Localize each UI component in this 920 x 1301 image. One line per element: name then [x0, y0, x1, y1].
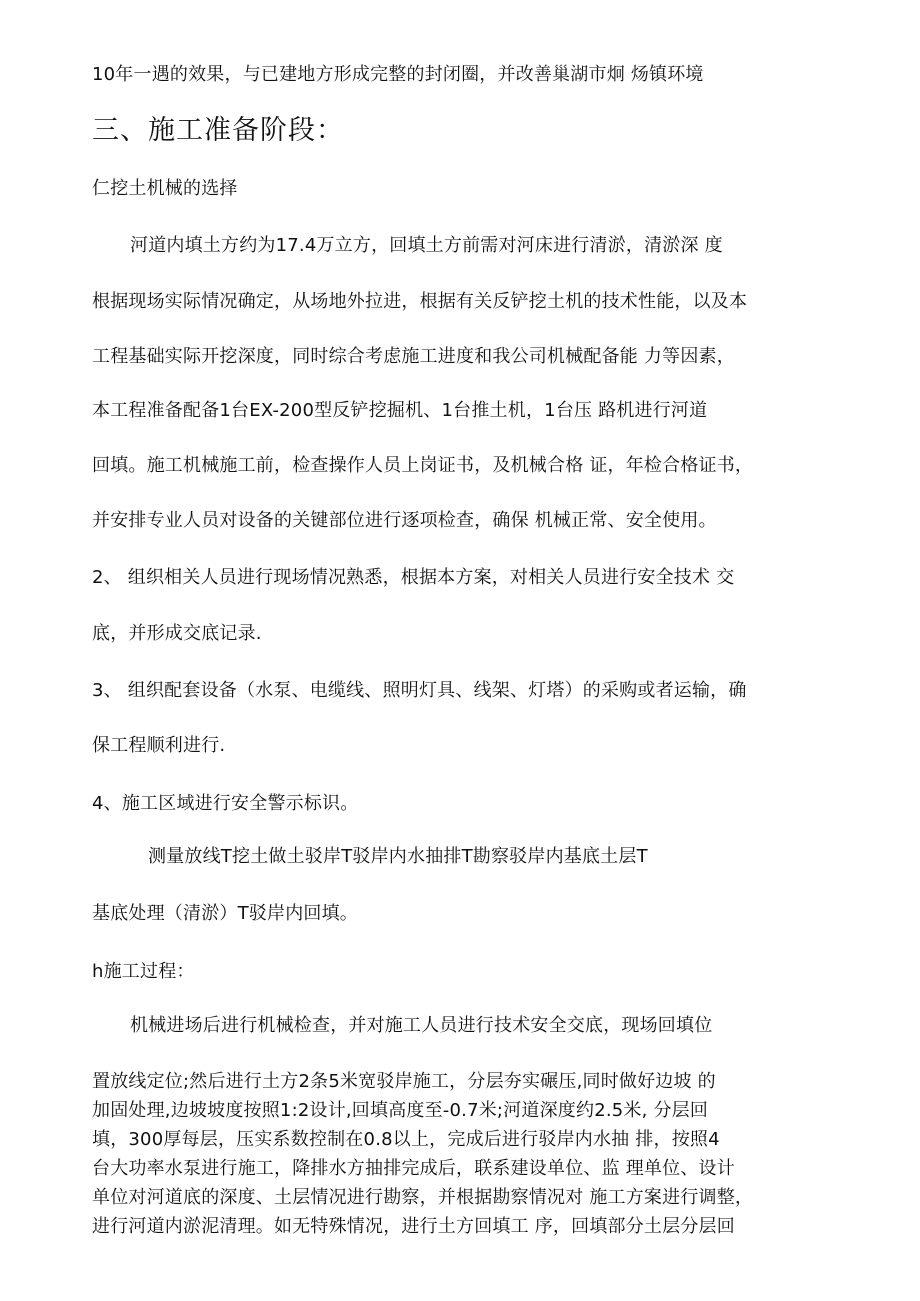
process-flow-line: 测量放线T挖土做土驳岸T驳岸内水抽排T勘察驳岸内基底土层T	[148, 846, 648, 867]
paragraph-line: 保工程顺利进行.	[92, 735, 226, 756]
process-flow-line: 基底处理（清淤）T驳岸内回填。	[92, 903, 358, 924]
paragraph-line: 并安排专业人员对设备的关键部位进行逐项检查，确保 机械正常、安全使用。	[92, 510, 717, 531]
paragraph-line: 单位对河道底的深度、土层情况进行勘察，并根据勘察情况对 施工方案进行调整，	[92, 1187, 754, 1208]
paragraph-line: 河道内填土方约为17.4万立方，回填土方前需对河床进行清淤，清淤深 度	[130, 235, 723, 256]
paragraph-line: 台大功率水泵进行施工，降排水方抽排完成后，联系建设单位、监 理单位、设计	[92, 1158, 735, 1179]
paragraph-line: 底，并形成交底记录.	[92, 623, 262, 644]
paragraph-line: 填，300厚每层，压实系数控制在0.8以上，完成后进行驳岸内水抽 排，按照4	[92, 1129, 720, 1150]
list-item: 3、 组织配套设备（水泵、电缆线、照明灯具、线架、灯塔）的采购或者运输，确	[92, 680, 747, 701]
paragraph-line: 置放线定位;然后进行土方2条5米宽驳岸施工，分层夯实碾压,同时做好边坡 的	[92, 1071, 716, 1092]
paragraph-line: 本工程准备配备1台EX-200型反铲挖掘机、1台推土机，1台压 路机进行河道	[92, 400, 708, 421]
text-line: 10年一遇的效果，与已建地方形成完整的封闭圈，并改善巢湖市炯 炀镇环境	[92, 64, 704, 85]
paragraph-line: 工程基础实际开挖深度，同时综合考虑施工进度和我公司机械配备能 力等因素，	[92, 346, 735, 367]
paragraph-line: 根据现场实际情况确定，从场地外拉进，根据有关反铲挖土机的技术性能，以及本	[92, 291, 748, 312]
list-item: 4、施工区域进行安全警示标识。	[92, 793, 359, 814]
list-item: 2、 组织相关人员进行现场情况熟悉，根据本方案，对相关人员进行安全技术 交	[92, 567, 735, 588]
section-heading: 三、施工准备阶段：	[92, 115, 344, 146]
paragraph-line: 回填。施工机械施工前，检查操作人员上岗证书，及机械合格 证，年检合格证书，	[92, 455, 754, 476]
subsection-title: 仁挖土机械的选择	[92, 178, 238, 199]
paragraph-line: 机械进场后进行机械检查，并对施工人员进行技术安全交底，现场回填位	[130, 1015, 713, 1036]
paragraph-line: 加固处理,边坡坡度按照1:2设计,回填高度至-0.7米;河道深度约2.5米, 分层回	[92, 1100, 709, 1121]
paragraph-line: 进行河道内淤泥清理。如无特殊情况，进行土方回填工 序，回填部分土层分层回	[92, 1216, 735, 1237]
subsection-title: h施工过程：	[92, 961, 195, 982]
